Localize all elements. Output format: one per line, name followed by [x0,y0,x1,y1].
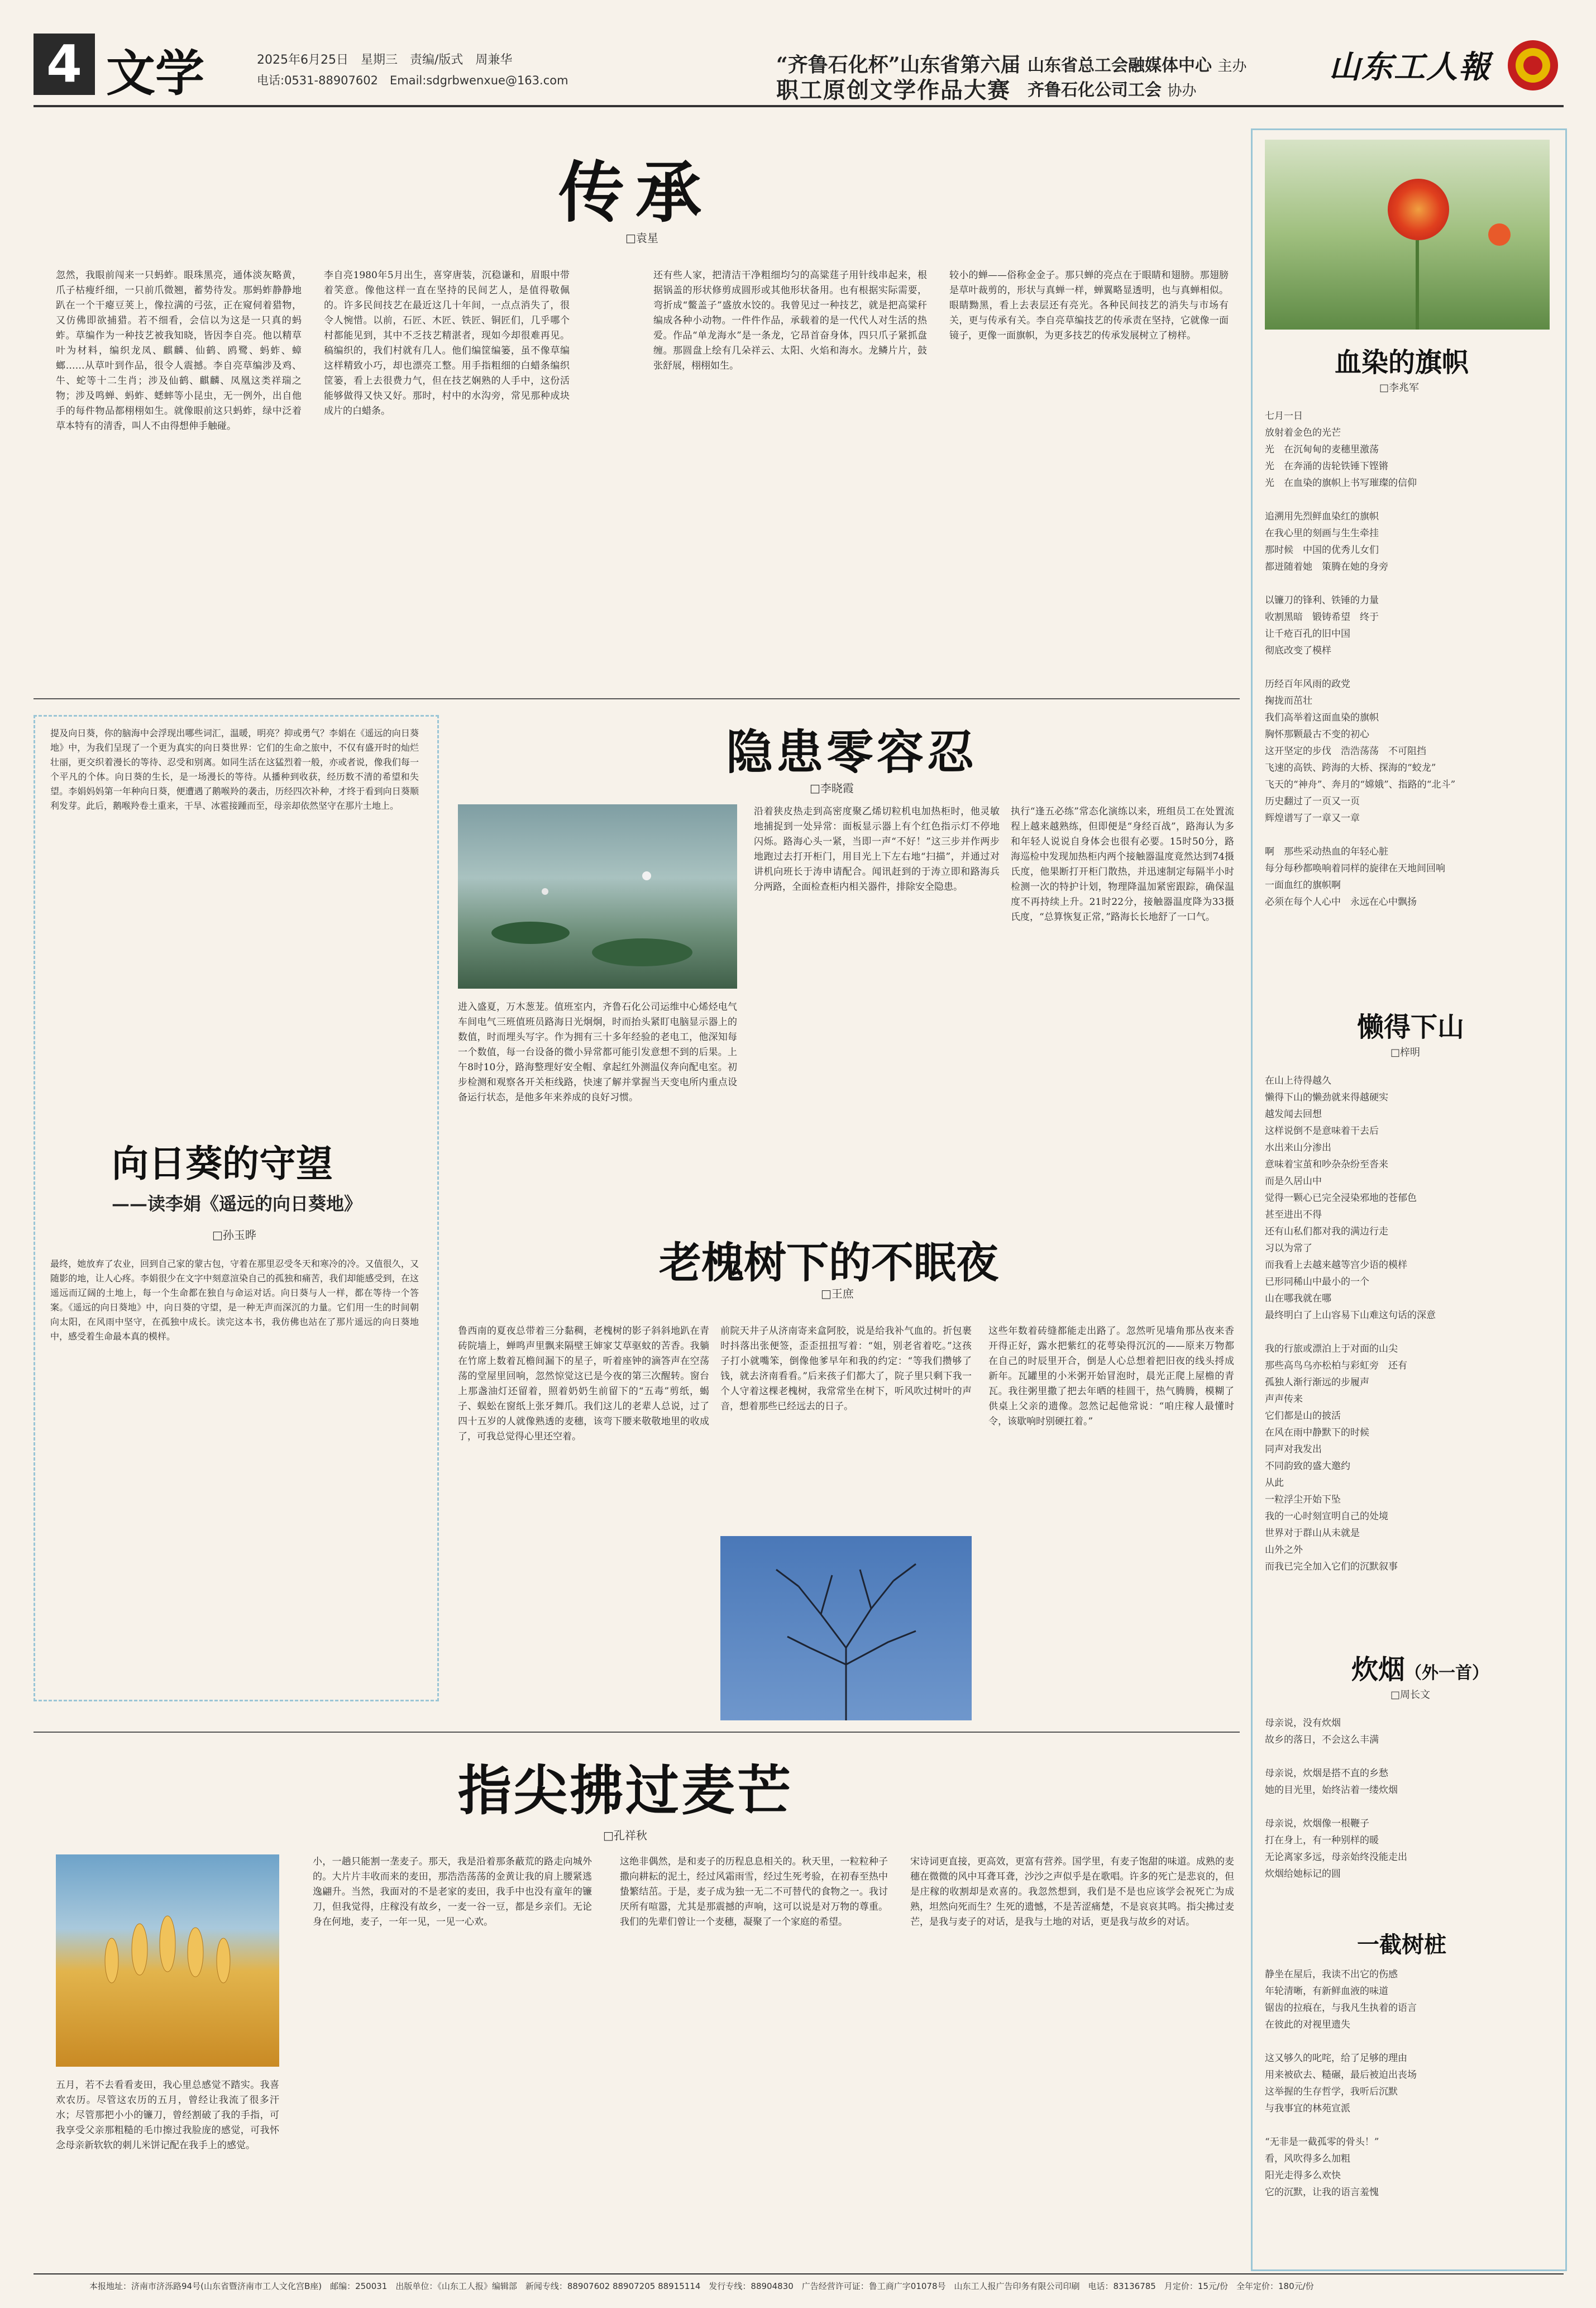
article-body-yinhuan-col3: 执行“逢五必练”常态化演练以来，班组员工在处置流程上越来越熟练，但即便是“身经百战”，路海认为多和年轻人说说自身体会也很有必要。15时50分，路海巡检中发现加热柜内两个接触器温度竟然达到74摄氏度，他果断打开柜门散热，并迅速制定每隔半小时检测一次的特护计划，物理降温加紧密跟踪，确保温度不再持续上升。21时22分，接触器温度降为33摄氏度，“总算恢复正常，”路海长长地舒了一口气。 [1011,806,1234,923]
poem-title-yijiezhizhuang: 一截树桩 [1357,1932,1446,1958]
section-rule [34,698,1240,699]
poem-body-zhuoming: 母亲说，没有炊烟 故乡的落日，不会这么丰满 母亲说，炊烟是搭不直的乡愁 她的目光里，始终沾着一缕炊烟 母亲说，炊烟像一根鞭子 打在身上，有一种别样的暖 无论离家多远，母亲始终没能走出 炊烟给她标记的圆 [1265,1718,1407,1880]
article-body-zhijian-col1: 五月，若不去看看麦田，我心里总感觉不踏实。我喜欢农历。尽管这农历的五月，曾经让我流了很多汗水；尽管那把小小的镰刀，曾经割破了我的手指，可我享受父亲那粗糙的毛巾擦过我脸庞的感觉，可我怀念母亲新软软的刺儿米饼记配在我手上的感觉。 [56,2080,279,2151]
tree-silhouette-icon [720,1536,972,1720]
co-organizer [1028,76,1196,101]
wheat-field-photo [56,1854,279,2067]
article-body-xiangrikui-top: 提及向日葵，你的脑海中会浮现出哪些词汇，温暖，明亮？抑或勇气？李娟在《遥远的向日葵地》中，为我们呈现了一个更为真实的向日葵世界：它们的生命之旅中，不仅有盛开时的灿烂壮丽，更交织着漫长的等待、忍受和别离。如同生活在这猛烈着一般，亦或者说，像我们每一个平凡的个体。向日葵的生长，是一场漫长的等待。从播种到收获，经历数不清的希望和失望。李娟妈妈第一年种向日葵，便遭遇了鹅喉羚的袭击，历经四次补种，才终于看到向日葵顺利发芽。此后，鹅喉羚卷土重来，干旱、冰雹接踵而至，母亲却依然坚守在那片土地上。 [50,728,419,811]
wheat-ears-icon [56,1854,279,2067]
organizer-name: 山东省总工会融媒体中心 [1028,56,1212,75]
section-title: 文学 [106,44,205,102]
article-body-yinhuan-col2: 沿着狭皮热走到高密度聚乙烯切粒机电加热柜时，他灵敏地捕捉到一处异常：面板显示器上有个红色指示灯不停地闪烁。路海心头一紧，当即一声“不好！”这三步并作两步地跑过去打开柜门，用目光上下左右地“扫描”，并通过对讲机向班长于涛申请配合。闻讯赶到的于涛立即和路海兵分两路，全面检查柜内相关器件，排除安全隐患。 [754,806,1000,893]
article-title-zhijian: 指尖拂过麦芒 [458,1759,793,1822]
header-rule [34,105,1564,107]
article-body-laohuaishu-col2: 前院天井子从济南寄来盒阿胶，说是给我补气血的。折包裹时抖落出张便签，歪歪扭扭写着：“姐，别老省着吃。”这孩子打小就嘴笨，倒像他爹早年和我的约定：“等我们攒够了钱，就去济南看看。”后来孩子们都大了，院子里只剩下我一个人守着这棵老槐树，我常常坐在树下，听风吹过树叶的声音，想着那些已经远去的日子。 [720,1325,972,1412]
article-title-xiangrikui: 向日葵的守望 [112,1142,333,1185]
poem-body-xueran: 七月一日 放射着金色的光芒 光 在沉甸甸的麦穗里激荡 光 在奔涌的齿轮铁锤下铿锵 光 在血染的旗帜上书写璀璨的信仰 追溯用先烈鲜血染红的旗帜 在我心里的刻画与生生牵挂 那时候 中国的优秀儿女们 都迸随着她 策腾在她的身旁 以镰刀的锋利、铁锤的力量 收割黑暗 锻铸希望 终于 让千疮百孔的旧中国 彻底改变了模样 历经百年风雨的政党 掬拢而茁壮 我们高举着这面血染的旗帜 胸怀那颗最古不变的初心 这开坚定的步伐 浩浩荡荡 不可阻挡 飞速的高铁、跨海的大桥、探海的“蛟龙” 飞天的“神舟”、奔月的“嫦娥”、指路的“北斗” 历史翻过了一页又一页 辉煌谱写了一章又一章 啊 那些采动热血的年轻心脏 每分每秒都唤响着同样的旋律在天地间回响 一面血红的旗帜啊 必须在每个人心中 永远在心中飘扬 [1265,411,1456,908]
article-body-zhijian-col3: 这绝非偶然，是和麦子的历程息息相关的。秋天里，一粒粒种子撒向耕耘的泥土，经过风霜雨雪，经过生死考验，在初春至热中蛰繁结茁。于是，麦子成为独一无二不可替代的食物之一。我讨厌所有喧嚣，尤其是那震撼的声响，这可以说是对万物的尊重。我们的先辈们曾让一个麦穗，凝聚了一个家庭的希望。 [620,1856,888,1928]
contact-line: 电话:0531-88907602 Email:sdgrbwenxue@163.com [257,74,568,87]
poem-body-yijiezhizhuang: 静坐在屋后，我读不出它的伤感 年轮清晰，有新鲜血液的味道 锯齿的拉痕在，与我凡生执着的语言 在彼此的对视里遗失 这又够久的叱咤，给了足够的理由 用来被砍去、糙碾，最后被迫出丧场 这举握的生存哲学，我听后沉默 与我事宜的林苑宣派 “无非是一截孤零的骨头！” 看，风吹得多么加粗 阳光走得多么欢快 它的沉默，让我的语言羞愧 [1265,1969,1417,2198]
footer-info: 本报地址：济南市济泺路94号(山东省暨济南市工人文化宫B座) 邮编：250031 出版单位：《山东工人报》编辑部 新闻专线：88907602 88907205 88915114 发行专线：88904830 广告经营许可证：鲁工商广字01078号 山东工人报广告印务有限公司印刷 电话：83136785 月定价：15元/份 全年定价：180元/份 [89,2281,1314,2291]
organizer-tag: 主办 [1217,58,1247,75]
footer-rule [34,2273,1564,2274]
co-organizer-name: 齐鲁石化公司工会 [1028,80,1162,100]
article-body-chuancheng-col1: 忽然，我眼前闯来一只蚂蚱。眼珠黑亮，通体淡灰略黄，爪子枯瘦纤细，一只前爪微翘，蓄势待发。那蚂蚱静静地趴在一个干瘪豆荚上，像拉满的弓弦，正在窥伺着猎物，又仿佛即欲捕猎。若不细看，会信以为这是一只真的蚂蚱。草编作为一种技艺被我知晓，皆因李自亮。他以精草叶为材料，编织龙凤、麒麟、仙鹤、鸥鹭、蚂蚱、蟑螂……从草叶到作品，很令人震撼。李自亮草编涉及鸡、牛、蛇等十二生肖；涉及仙鹤、麒麟、凤凰这类祥瑞之物；涉及鸣蝉、蚂蚱、蟋蟀等小昆虫，无一例外，出自他手的每件物品都栩栩如生。就像眼前这只蚂蚱，绿中泛着草本特有的清香，叫人不由得想伸手触碰。 [56,270,302,432]
article-title-yinhuan: 隐患零容忍 [726,724,978,780]
contest-title-line2: 职工原创文学作品大赛 [776,77,1011,103]
poem-title-zhuoming-suffix: （外一首） [1405,1663,1489,1683]
poem-title-zhuoming [1351,1648,1489,1686]
poem-body-landexiashan: 在山上待得越久 懒得下山的懒劲就来得越硬实 越发闻去回想 这样说倒不是意味着干去后 水出来山分渗出 意味着宝茧和吵杂杂纷至沓来 而是久居山中 觉得一颗心已完全浸染邪地的苍郁色 甚至进出不得 还有山私们都对我的满边行走 习以为常了 而我看上去越来越等宫少语的模样 已形同稀山中最小的一个 山在哪我就在哪 最终明白了上山容易下山难这句话的深意 我的行旅或漂泊上于对面的山尖 那些高鸟乌亦松柏与彩虹旁 还有 孤独人渐行渐远的步履声 声声传来 它们都是山的披活 在风在雨中静默下的时候 同声对我发出 不同韵致的盛大邀约 从此 一粒浮尘开始下坠 我的一心时刻宣明自己的处境 世界对于群山从未就是 山外之外 而我已完全加入它们的沉默叙事 [1265,1075,1436,1572]
union-emblem-icon [1508,40,1558,90]
poem-title-xueran: 血染的旗帜 [1335,347,1469,378]
winter-tree-photo [720,1536,972,1720]
page-number: 4 [46,34,82,94]
lotus-pond-photo [458,804,737,989]
byline-zhuoming: □周长文 [1390,1689,1431,1701]
byline-xueran: □李兆军 [1379,382,1420,394]
masthead-logo: 山东工人報 [1329,49,1491,85]
article-body-chuancheng-col4: 较小的蝉——俗称金金子。那只蝉的亮点在于眼睛和翅膀。那翅膀是草叶裁剪的，形状与真蝉一样，蝉翼略显透明，也与真蝉相似。眼睛黝黑，看上去表层还有亮光。各种民间技艺的消失与市场有关，更与传承有关。李自亮草编技艺的传承责在坚持，它就像一面镜子，更像一面旗帜，为更多技艺的传承发展树立了榜样。 [949,270,1229,341]
contest-title-line1: “齐鲁石化杯”山东省第六届 [776,53,1021,77]
article-body-chuancheng-col3: 还有些人家，把清洁干净粗细均匀的高粱莛子用针线串起来，根据锅盖的形状修剪成圆形或其他形状备用。也有根据实际需要，弯折成“鳖盖子”盛放水饺的。我曾见过一种技艺，就是把高粱秆编成各种小动物。一件件作品，承载着的是一代代人对生活的热爱。作品“单龙海水”是一条龙，它昂首奋身体，四只爪子紧抓盘缠。那圆盘上绘有几朵祥云、太阳、火焰和海水。龙鳞片片，鼓张舒展，栩栩如生。 [653,270,927,371]
article-title-chuancheng: 传承 [558,154,713,231]
article-title-laohuaishu: 老槐树下的不眠夜 [659,1238,998,1287]
byline-landexiashan: □梓明 [1390,1047,1421,1058]
article-subtitle-xiangrikui: ——读李娟《遥远的向日葵地》 [112,1193,362,1214]
byline-laohuaishu: □王庶 [821,1287,854,1300]
page-number-box [34,34,95,95]
poem-title-landexiashan: 懒得下山 [1357,1012,1465,1043]
poem-title-zhuoming-main: 炊烟 [1351,1654,1406,1685]
date-line: 2025年6月25日 星期三 责编/版式 周兼华 [257,53,513,67]
article-body-chuancheng-col2: 李自亮1980年5月出生，喜穿唐装，沉稳谦和，眉眼中带着笑意。像他这样一直在坚持的民间艺人，是值得敬佩的。许多民间技艺在最近这几十年间，一点点消失了，很令人惋惜。以前，石匠、木匠、铁匠、铜匠们，几乎哪个村都能见到，其中不乏技艺精湛者，现如今却很难再见。稿编织的，我们村就有几人。他们编筐编篓，虽不像草编这样精致小巧，却也漂亮工整。用手指粗细的白蜡条编织筐篓，看上去很费力气，但在技艺娴熟的人手中，这份活能够做得又快又好。那时，村中的水沟旁，常见那种成块成片的白蜡条。 [324,270,570,417]
article-body-xiangrikui-bottom: 最终，她放弃了农业，回到自己家的蒙古包，守着在那里忍受冬天和寒冷的冷。又值很久，又随影的地，让人心疼。李娟很少在文字中刻意渲染自己的孤独和痛苦，我们却能感受到，在这遥远而辽阔的土地上，每一个生命都在独自与命运对话。向日葵与人一样，都在等待一个答案。《遥远的向日葵地》中，向日葵的守望，是一种无声而深沉的力量。它们用一生的时间朝向太阳，在风雨中坚守，在孤独中成长。读完这本书，我仿佛也站在了那片遥远的向日葵地中，感受着生命最本真的模样。 [50,1258,419,1342]
article-body-zhijian-col2: 小，一趟只能割一垄麦子。那天，我是沿着那条蔽荒的路走向城外的。大片片丰收而来的麦田，那浩浩荡荡的金黄让我的肩上腰紧逃逸翩升。当然，我面对的不是老家的麦田，我手中也没有童年的镰刀，但我觉得，庄稼没有故乡，一麦一谷一豆，都是乡亲们。无论身在何地，麦子，一年一见，一见一心欢。 [313,1856,592,1928]
article-body-zhijian-col4: 宋诗词更直接，更高效，更富有营养。国学里，有麦子饱甜的味道。成熟的麦穗在微微的风中耳聋耳聋，沙沙之声似乎是在歌唱。许多的死亡是悲哀的，但是庄稼的收割却是欢喜的。我忽然想到，我们是不是也应该学会祝死亡为成熟，坦然向死而生？生死的遗憾，不是苦涩痛楚，不是哀哀其鸣。指尖拂过麦芒，是我与麦子的对话，是我与土地的对话，更是我与故乡的对话。 [910,1856,1234,1928]
article-body-laohuaishu-col1: 鲁西南的夏夜总带着三分黏稠，老槐树的影子斜斜地趴在青砖院墙上，蝉鸣声里飘来隔壁王婶家艾草驱蚊的苦香。我躺在竹席上数着瓦檐间漏下的星子，听着座钟的滴答声在空荡荡的堂屋里回响，忽然惊觉这已是今夜的第三次醒转。窗台上那盏油灯还留着，照着奶奶生前留下的“五毒”剪纸，蝎子、蜈蚣在窗纸上张牙舞爪。我们这儿的老辈人总说，过了四十五岁的人就像熟透的麦穗，该弯下腰来敬敬地里的收成了，可我总觉得心里还空着。 [458,1325,709,1442]
red-flower-photo [1265,140,1550,330]
co-organizer-tag: 协办 [1167,83,1197,99]
organizer [1028,51,1246,76]
byline-zhijian: □孔祥秋 [603,1829,647,1842]
byline-xiangrikui: □孙玉晔 [212,1228,256,1242]
byline-chuancheng: □袁星 [625,231,658,245]
article-body-yinhuan-col1: 进入盛夏，万木葱茏。值班室内，齐鲁石化公司运维中心烯烃电气车间电气三班值班员路海日光炯炯，时而抬头紧盯电脑显示器上的数值，时而埋头写字。作为拥有三十多年经验的老电工，他深知每一个数值，每一台设备的微小异常都可能引发意想不到的后果。上午8时10分，路海整理好安全帽、拿起红外测温仪奔向配电室。初步检测和观察各开关柜线路，快速了解并掌握当天变电所内重点设备运行状态，是他多年来养成的良好习惯。 [458,1002,737,1103]
section-rule-2 [34,1732,1240,1733]
byline-yinhuan: □李晓霞 [810,781,854,795]
article-body-laohuaishu-col3: 这些年数着砖缝都能走出路了。忽然听见墙角那丛夜来香开得正好，露水把紫红的花萼染得沉沉的——原来万物都在自己的时辰里开合，倒是人心总想着把旧夜的线头捋成新年。瓦罐里的小米粥开始冒泡时，晨光正爬上屋檐的青瓦。我往粥里撒了把去年晒的桂圆干，热气腾腾，模糊了供桌上父亲的遗像。忽然记起他常说：“咱庄稼人最懂时令，该歇响时别硬扛着。” [988,1325,1234,1427]
